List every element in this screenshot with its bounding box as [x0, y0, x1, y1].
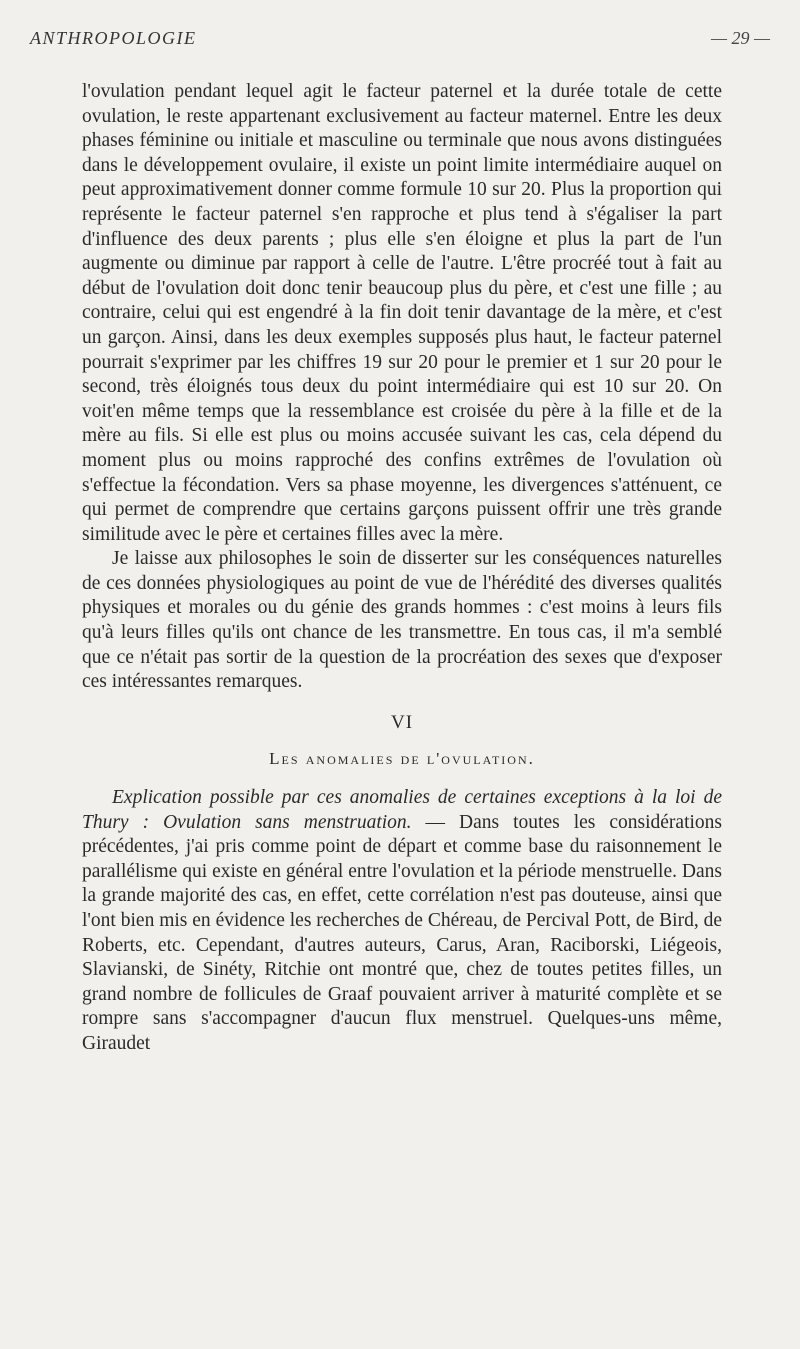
running-head	[30, 28, 770, 54]
paragraph-ovulation-anomalies	[82, 786, 722, 1057]
body-text	[82, 80, 722, 1057]
paragraph-ovulation-factors: l'ovulation pendant lequel agit le facteur paternel et la durée totale de cette ovulation, le reste appartenant exclusivement au facteur maternel. Entre les deux phases féminine ou initiale et masculine ou terminale que nous avons distinguées dans le développement ovulaire, il existe un point limite intermédiaire auquel on peut approximativement donner comme formule 10 sur 20. Plus la proportion qui représente le facteur paternel s'en rapproche et plus tend à s'égaliser la part d'influence des deux parents ; plus elle s'en éloigne et plus la part de l'un augmente ou diminue par rapport à celle de l'autre. L'être procréé tout à fait au début de l'ovulation doit donc tenir beaucoup plus du père, et c'est une fille ; au contraire, celui qui est engendré à la fin doit tenir davantage de la mère, et c'est un garçon. Ainsi, dans les deux exemples supposés plus haut, le facteur paternel pourrait s'exprimer par les chiffres 19 sur 20 pour le premier et 1 sur 20 pour le second, très éloignés tous deux du point intermédiaire qui est 10 sur 20. On voit'en même temps que la ressemblance est croisée du père à la fille et de la mère au fils. Si elle est plus ou moins accusée suivant les cas, cela dépend du moment plus ou moins rapproché des confins extrêmes de l'ovulation où s'effectue la fécondation. Vers sa phase moyenne, les divergences s'atténuent, ce qui permet de comprendre que certains garçons puissent offrir une très grande similitude avec le père et certaines filles avec la mère.	[82, 81, 722, 545]
paragraph-heredity: Je laisse aux philosophes le soin de disserter sur les conséquences naturelles de ces données physiologiques au point de vue de l'hérédité des diverses qualités physiques et morales ou du génie des grands hommes : c'est moins à leurs fils qu'à leurs filles qu'ils ont chance de les transmettre. En tous cas, il m'a semblé que ce n'était pas sortir de la question de la procréation des sexes que d'exposer ces intéressantes remarques.	[82, 548, 722, 693]
paragraph-body: — Dans toutes les considérations précédentes, j'ai pris comme point de départ et comme base du raisonnement le parallélisme qui existe en général entre l'ovulation et la période menstruelle. Dans la grande majorité des cas, en effet, cette corrélation n'est pas douteuse, ainsi que l'ont bien mis en évidence les recherches de Chéreau, de Percival Pott, de Bird, de Roberts, etc. Cependant, d'autres auteurs, Carus, Aran, Raciborski, Liégeois, Slavianski, de Sinéty, Ritchie ont montré que, chez de toutes petites filles, un grand nombre de follicules de Graaf pouvaient arriver à maturité complète et se rompre sans s'accompagner d'aucun flux menstruel. Quelques-uns même, Giraudet	[82, 811, 722, 1054]
paragraph-lead-italic: Explication possible par ces anomalies de certaines exceptions à la loi de Thury : Ovulation sans menstruation.	[82, 787, 722, 833]
section-number: VI	[390, 711, 414, 733]
section-title: Les anomalies de l'ovulation.	[269, 749, 535, 769]
running-title: ANTHROPOLOGIE	[30, 28, 197, 48]
page-number: — 29 —	[710, 28, 770, 48]
